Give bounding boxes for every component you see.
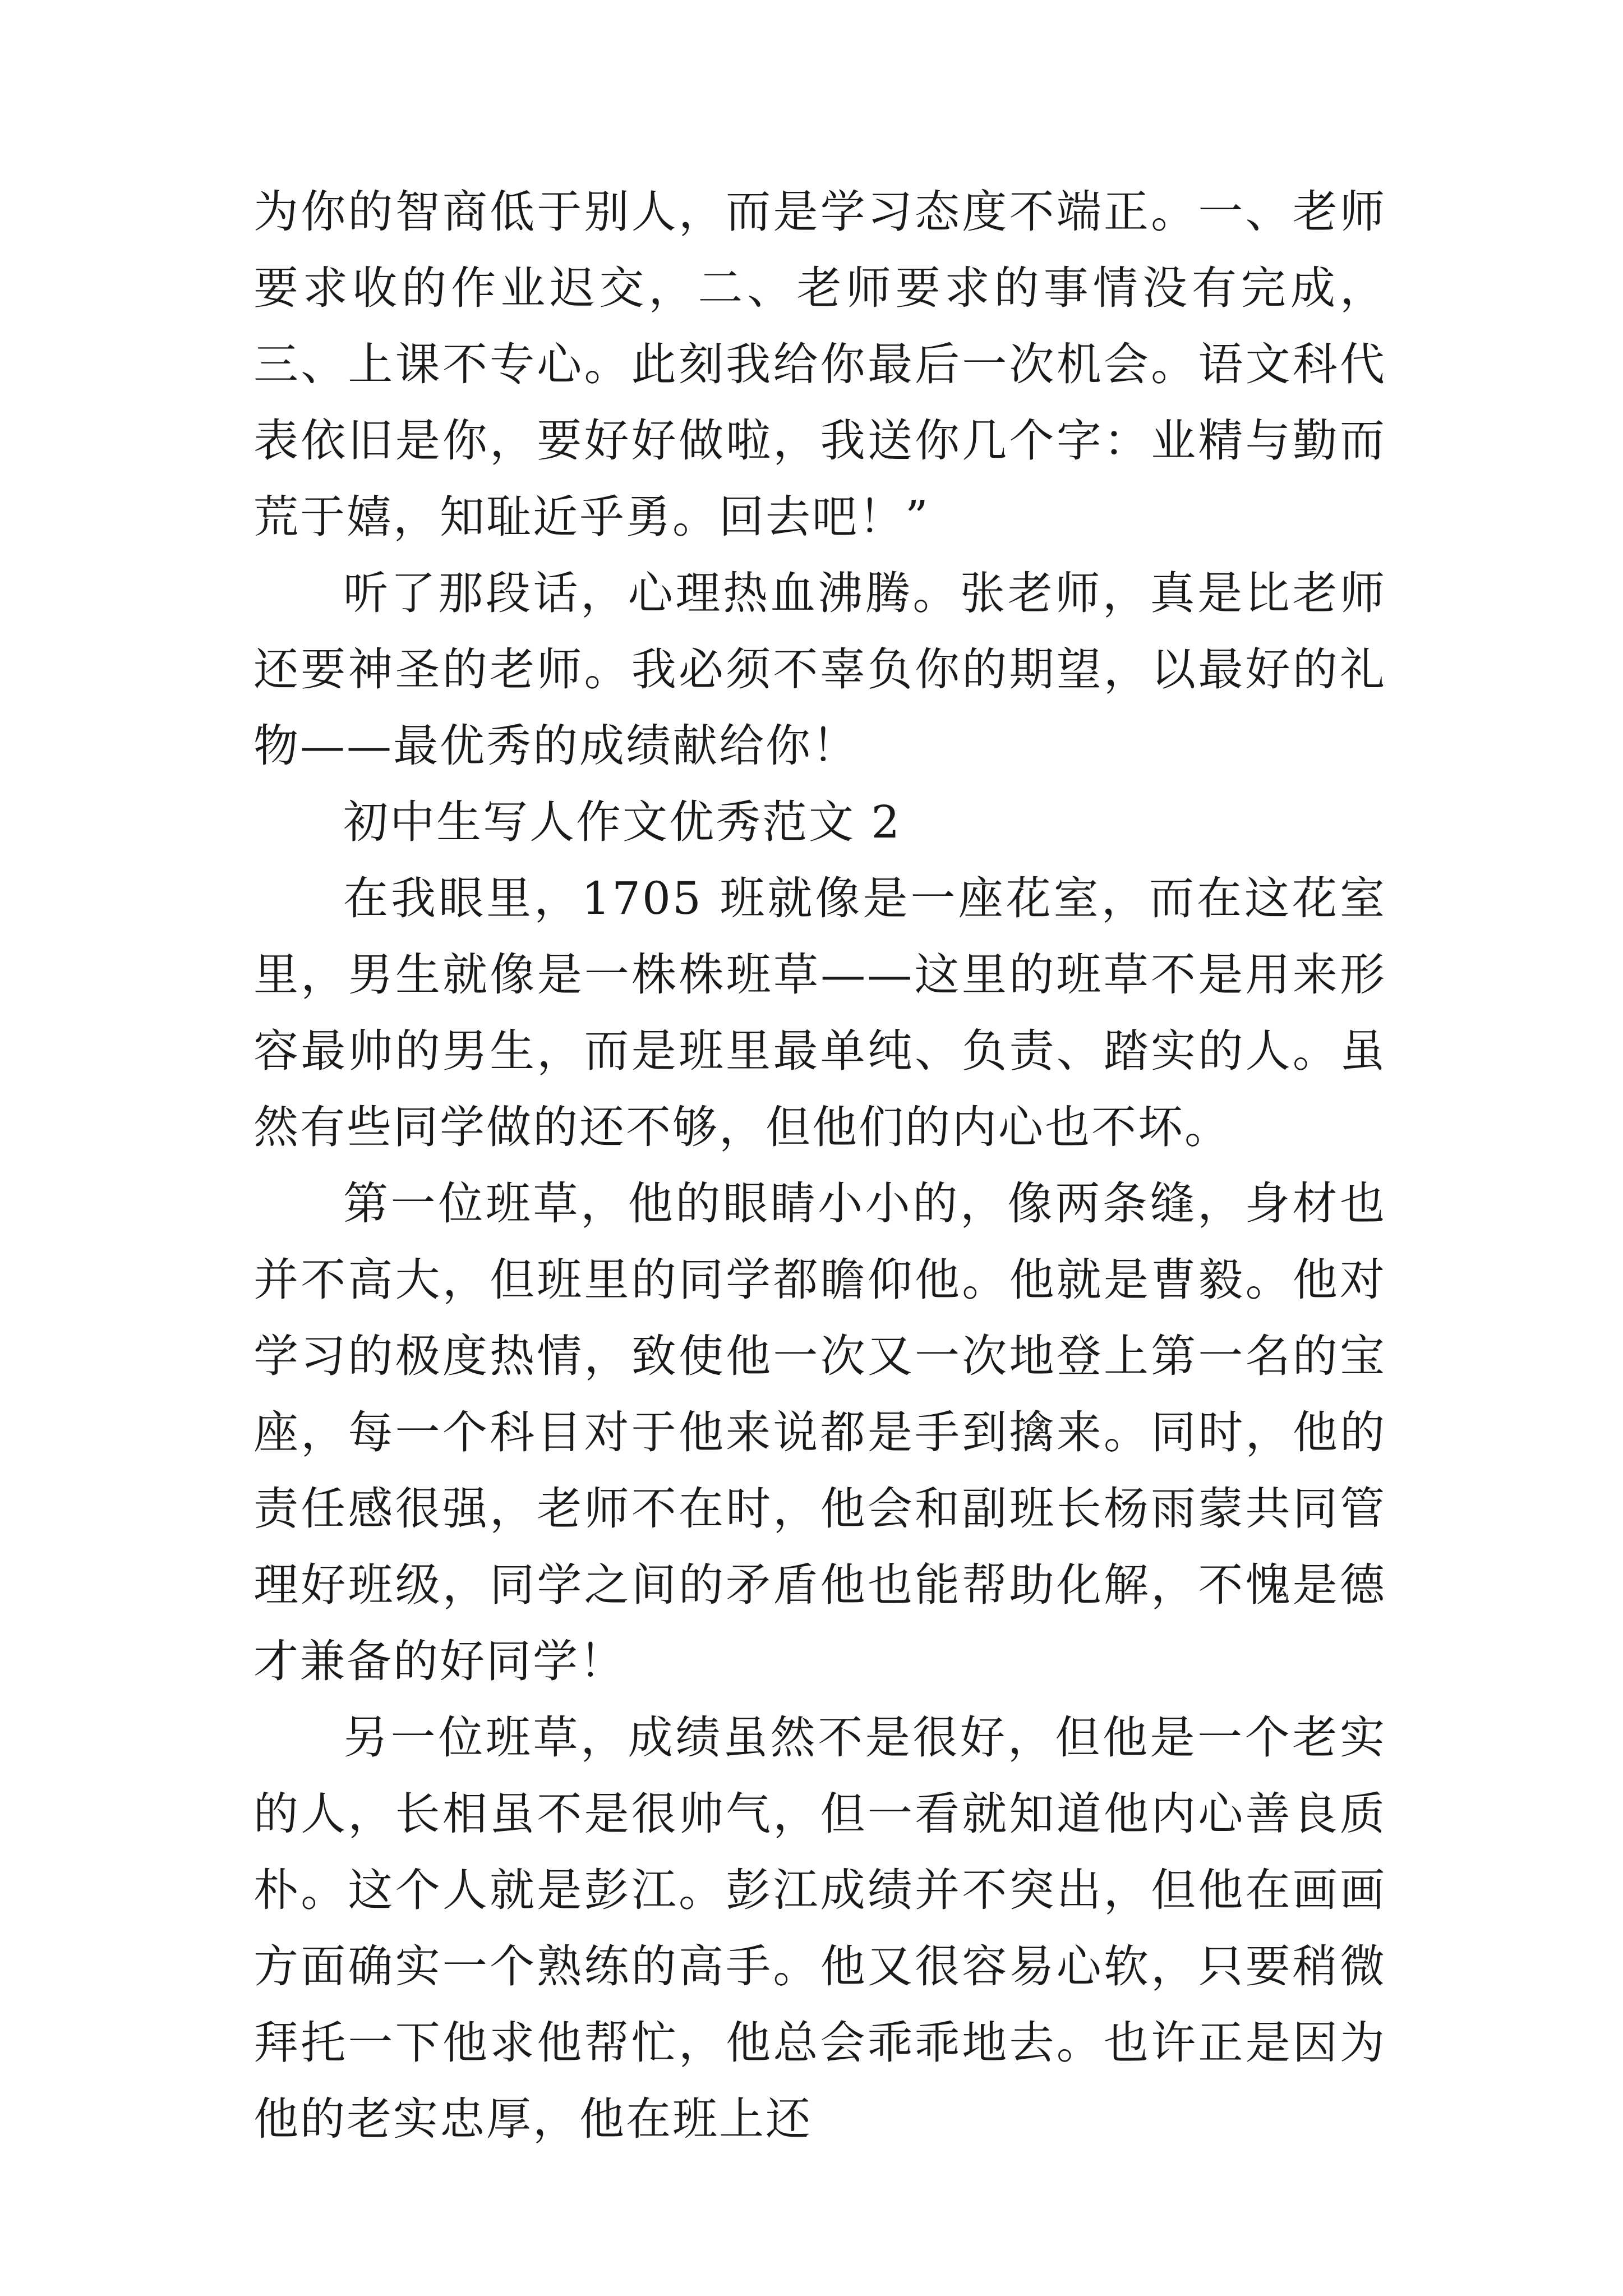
paragraph-first-student: 第一位班草，他的眼睛小小的，像两条缝，身材也并不高大，但班里的同学都瞻仰他。他就是曹毅。他对学习的极度热情，致使他一次又一次地登上第一名的宝座，每一个科目对于他来说都是手到擒来。同时，他的责任感很强，老师不在时，他会和副班长杨雨蒙共同管理好班级，同学之间的矛盾他也能帮助化解，不愧是德才兼备的好同学！ <box>253 1177 1386 1687</box>
section-title: 初中生写人作文优秀范文 2 <box>343 796 902 848</box>
paragraph-class-intro: 在我眼里，1705 班就像是一座花室，而在这花室里，男生就像是一株株班草——这里的班草不是用来形容最帅的男生，而是班里最单纯、负责、踏实的人。虽然有些同学做的还不够，但他们的内心也不坏。 <box>253 872 1386 1153</box>
document-body <box>253 174 1386 2157</box>
paragraph-second-student: 另一位班草，成绩虽然不是很好，但他是一个老实的人，长相虽不是很帅气，但一看就知道他内心善良质朴。这个人就是彭江。彭江成绩并不突出，但他在画画方面确实一个熟练的高手。他又很容易心软，只要稍微拜托一下他求他帮忙，他总会乖乖地去。也许正是因为他的老实忠厚，他在班上还 <box>253 1711 1386 2145</box>
paragraph-continued: 为你的智商低于别人，而是学习态度不端正。一、老师要求收的作业迟交，二、老师要求的事情没有完成，三、上课不专心。此刻我给你最后一次机会。语文科代表依旧是你，要好好做啦，我送你几个字：业精与勤而荒于嬉，知耻近乎勇。回去吧！” <box>253 186 1386 543</box>
paragraph-reflection: 听了那段话，心理热血沸腾。张老师，真是比老师还要神圣的老师。我必须不辜负你的期望，以最好的礼物——最优秀的成绩献给你！ <box>253 567 1386 772</box>
